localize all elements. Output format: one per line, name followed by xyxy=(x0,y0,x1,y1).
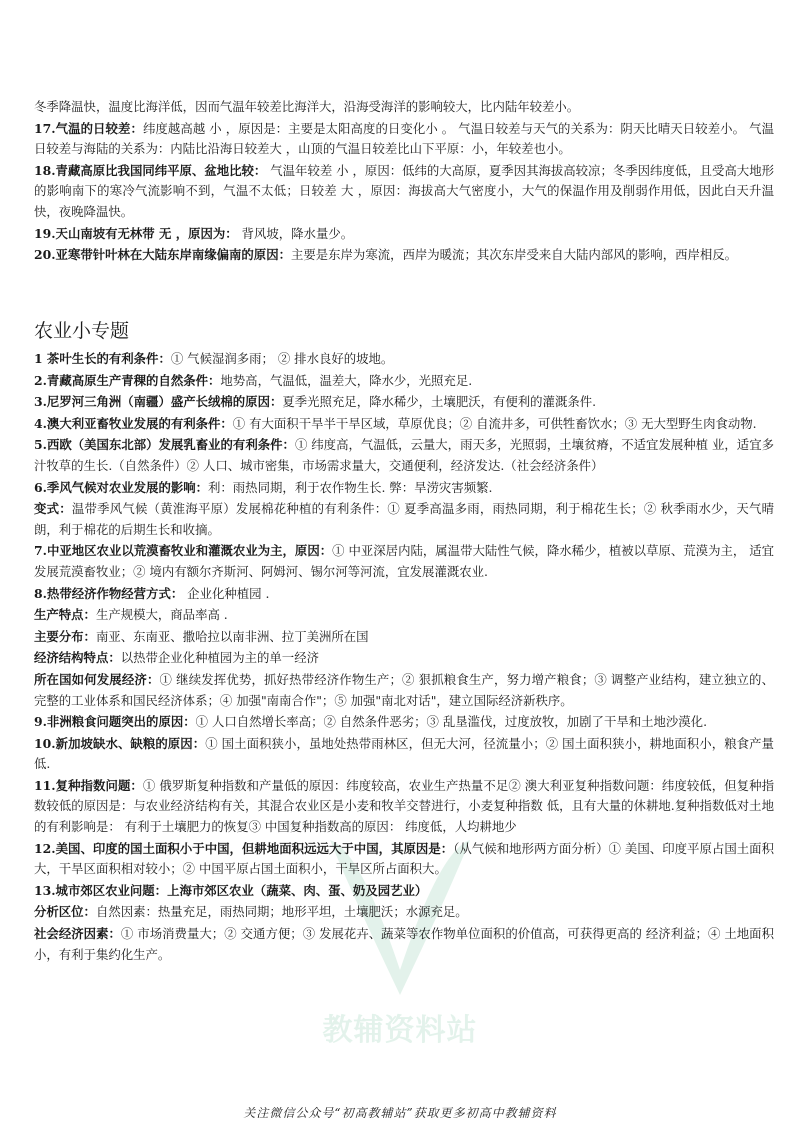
item-20 xyxy=(34,245,774,266)
item-label: 生产特点： xyxy=(34,607,96,623)
item-text: ① 有大面积干旱半干旱区域，草原优良；② 自流井多，可供牲畜饮水；③ 无大型野生肉食动物. xyxy=(232,415,757,431)
paragraph-continued xyxy=(34,97,774,118)
item-label: 13.城市郊区农业问题：上海市郊区农业（蔬菜、肉、蛋、奶及园艺业） xyxy=(34,882,428,898)
section-title: 农业小专题 xyxy=(34,320,130,342)
item-text: 温带季风气候（黄淮海平原）发展棉花种植的有利条件：① 夏季高温多雨，雨热同期，利于棉花生长；② 秋季雨水少，天气晴朗，利于棉花的后期生长和收摘。 xyxy=(34,501,774,537)
item-text: 南亚、东南亚、撒哈拉以南非洲、拉丁美洲所在国 xyxy=(95,628,369,644)
item-text: ① 气候湿润多雨； ② 排水良好的坡地。 xyxy=(170,351,394,366)
item-text: 主要是东岸为寒流，西岸为暖流；其次东岸受来自大陆内部风的影响，西岸相反。 xyxy=(290,247,738,263)
ag-item-11 xyxy=(34,776,774,838)
item-label: 1 茶叶生长的有利条件： xyxy=(34,351,171,366)
item-label: 变式： xyxy=(34,501,72,517)
ag-item-3 xyxy=(34,392,774,413)
item-label: 6.季风气候对农业发展的影响： xyxy=(34,479,209,495)
item-label: 19.天山南坡有无林带 无 ，原因为： xyxy=(34,225,238,241)
page-footer: 关注微信公众号“初高教辅站”获取更多初高中教辅资料 xyxy=(243,1106,557,1120)
item-text: ① 人口自然增长率高；② 自然条件恶劣；③ 乱垦滥伐，过度放牧，加剧了干旱和土地沙漠化. xyxy=(195,714,708,730)
item-17 xyxy=(34,119,774,160)
ag-item-8d xyxy=(34,670,774,711)
item-label: 20.亚寒带针叶林在大陆东岸南缘偏南的原因： xyxy=(34,247,291,263)
item-text: ① 中亚深居内陆，属温带大陆性气候，降水稀少，植被以草原、荒漠为主， 适宜发展荒漠畜牧业；② 境内有额尔齐斯河、阿姆河、锡尔河等河流，宜发展灌溉农业. xyxy=(34,543,774,579)
ag-item-13a xyxy=(34,902,774,923)
item-label: 7.中亚地区农业以荒漠畜牧业和灌溉农业为主，原因： xyxy=(34,543,333,559)
item-label: 8.热带经济作物经营方式： xyxy=(34,585,184,601)
item-text: 生产规模大，商品率高 . xyxy=(95,607,228,623)
item-text: ① 继续发挥优势，抓好热带经济作物生产；② 狠抓粮食生产，努力增产粮食；③ 调整产业结构，建立独立的、完整的工业体系和国民经济体系；④ 加强"南南合作"；⑤ 加强"南北对话"，建立国际经济新秩序。 xyxy=(34,671,774,708)
item-text: 自然因素：热量充足，雨热同期；地形平坦，土壤肥沃；水源充足。 xyxy=(95,904,468,920)
item-text: 夏季光照充足，降水稀少，土壤肥沃，有便利的灌溉条件. xyxy=(282,394,597,410)
item-label: 2.青藏高原生产青稞的自然条件： xyxy=(34,372,221,388)
item-label: 分析区位： xyxy=(34,904,96,920)
item-text: 利：雨热同期，利于农作物生长. 弊：旱涝灾害频繁. xyxy=(208,479,493,495)
item-text: ① 市场消费量大；② 交通方便；③ 发展花卉、蔬菜等农作物单位面积的价值高，可获得更高的 经济利益；④ 土地面积小，有利于集约化生产。 xyxy=(34,926,774,962)
item-label: 17.气温的日较差： xyxy=(34,120,143,136)
ag-item-6-variant xyxy=(34,499,774,540)
item-text: 纬度越高越 小 ，原因是：主要是太阳高度的日变化小 。 气温日较差与天气的关系为：阴天比晴天日较差小。 气温日较差与海陆的关系为：内陆比沿海日较差大 ，山顶的气温日较差比山下平原：小，年较差也小。 xyxy=(34,120,774,157)
item-label: 18.青藏高原比我国同纬平原、盆地比较： xyxy=(34,162,267,178)
ag-item-12 xyxy=(34,839,774,880)
item-text: 地势高，气温低，温差大，降水少，光照充足. xyxy=(220,372,473,388)
ag-item-8c xyxy=(34,648,774,669)
item-label: 社会经济因素： xyxy=(34,926,121,942)
item-label: 5.西欧（美国东北部）发展乳畜业的有利条件： xyxy=(34,437,295,453)
ag-item-9 xyxy=(34,712,774,733)
ag-item-1 xyxy=(34,349,774,370)
ag-item-13 xyxy=(34,881,774,902)
item-text: ① 国土面积狭小，虽地处热带雨林区，但无大河，径流量小；② 国土面积狭小，耕地面积小，粮食产量低. xyxy=(34,735,774,772)
item-19 xyxy=(34,224,774,245)
ag-item-8 xyxy=(34,584,774,605)
ag-item-10 xyxy=(34,734,774,775)
item-18 xyxy=(34,161,774,223)
item-text: 背风坡，降水量少。 xyxy=(237,225,354,241)
item-text: ① 俄罗斯复种指数和产量低的原因：纬度较高，农业生产热量不足② 澳大利亚复种指数问题：纬度较低，但复种指数较低的原因是：与农业经济结构有关，其混合农业区是小麦和牧羊交替进行，小麦复种指数 低，且有大量的休耕地.复种指数低对土地的有利影响是： 有利于土壤肥力的恢复③ 中国复种指数高的原因： 纬度低，人均耕地少 xyxy=(34,777,774,835)
item-text: 气温年较差 小 ，原因：低纬的大高原，夏季因其海拔高较凉；冬季因纬度低，且受高大地形的影响南下的寒冷气流影响不到，气温不太低；日较差 大 ，原因：海拔高大气密度小，大气的保温作用及削弱作用低，因此白天升温快，夜晚降温快。 xyxy=(34,162,774,219)
ag-item-4 xyxy=(34,414,774,435)
item-text: （从气候和地形两方面分析）① 美国、印度平原占国土面积大，干旱区面积相对较小；② 中国平原占国土面积小，干旱区所占面积大。 xyxy=(34,840,774,877)
item-label: 12.美国、印度的国土面积小于中国，但耕地面积远远大于中国，其原因是： xyxy=(34,840,454,856)
ag-item-2 xyxy=(34,371,774,392)
item-label: 11.复种指数问题： xyxy=(34,777,143,793)
ag-item-8a xyxy=(34,605,774,626)
item-label: 经济结构特点： xyxy=(34,650,121,666)
ag-item-6 xyxy=(34,478,774,499)
item-label: 3.尼罗河三角洲（南疆）盛产长绒棉的原因： xyxy=(34,394,283,410)
item-label: 主要分布： xyxy=(34,628,96,644)
item-text: 以热带企业化种植园为主的单一经济 xyxy=(120,650,319,666)
ag-item-13b xyxy=(34,924,774,965)
item-label: 4.澳大利亚畜牧业发展的有利条件： xyxy=(34,415,233,431)
agriculture-section xyxy=(34,349,774,966)
watermark-text: 教辅资料站 xyxy=(322,1013,478,1048)
ag-item-5 xyxy=(34,435,774,476)
item-label: 10.新加坡缺水、缺粮的原因： xyxy=(34,735,206,751)
ag-item-8b xyxy=(34,627,774,648)
ag-item-7 xyxy=(34,541,774,582)
item-label: 所在国如何发展经济： xyxy=(34,671,160,687)
item-text: 企业化种植园 . xyxy=(183,585,270,601)
top-section xyxy=(34,97,774,267)
item-text: ① 纬度高，气温低，云量大，雨天多，光照弱，土壤贫瘠，不适宜发展种植 业，适宜多汁牧草的生长.（自然条件）② 人口、城市密集，市场需求量大，交通便利，经济发达.（社会经济条件） xyxy=(34,437,774,473)
paragraph-text: 冬季降温快，温度比海洋低，因而气温年较差比海洋大，沿海受海洋的影响较大，比内陆年较差小。 xyxy=(34,99,580,114)
item-label: 9.非洲粮食问题突出的原因： xyxy=(34,714,196,730)
